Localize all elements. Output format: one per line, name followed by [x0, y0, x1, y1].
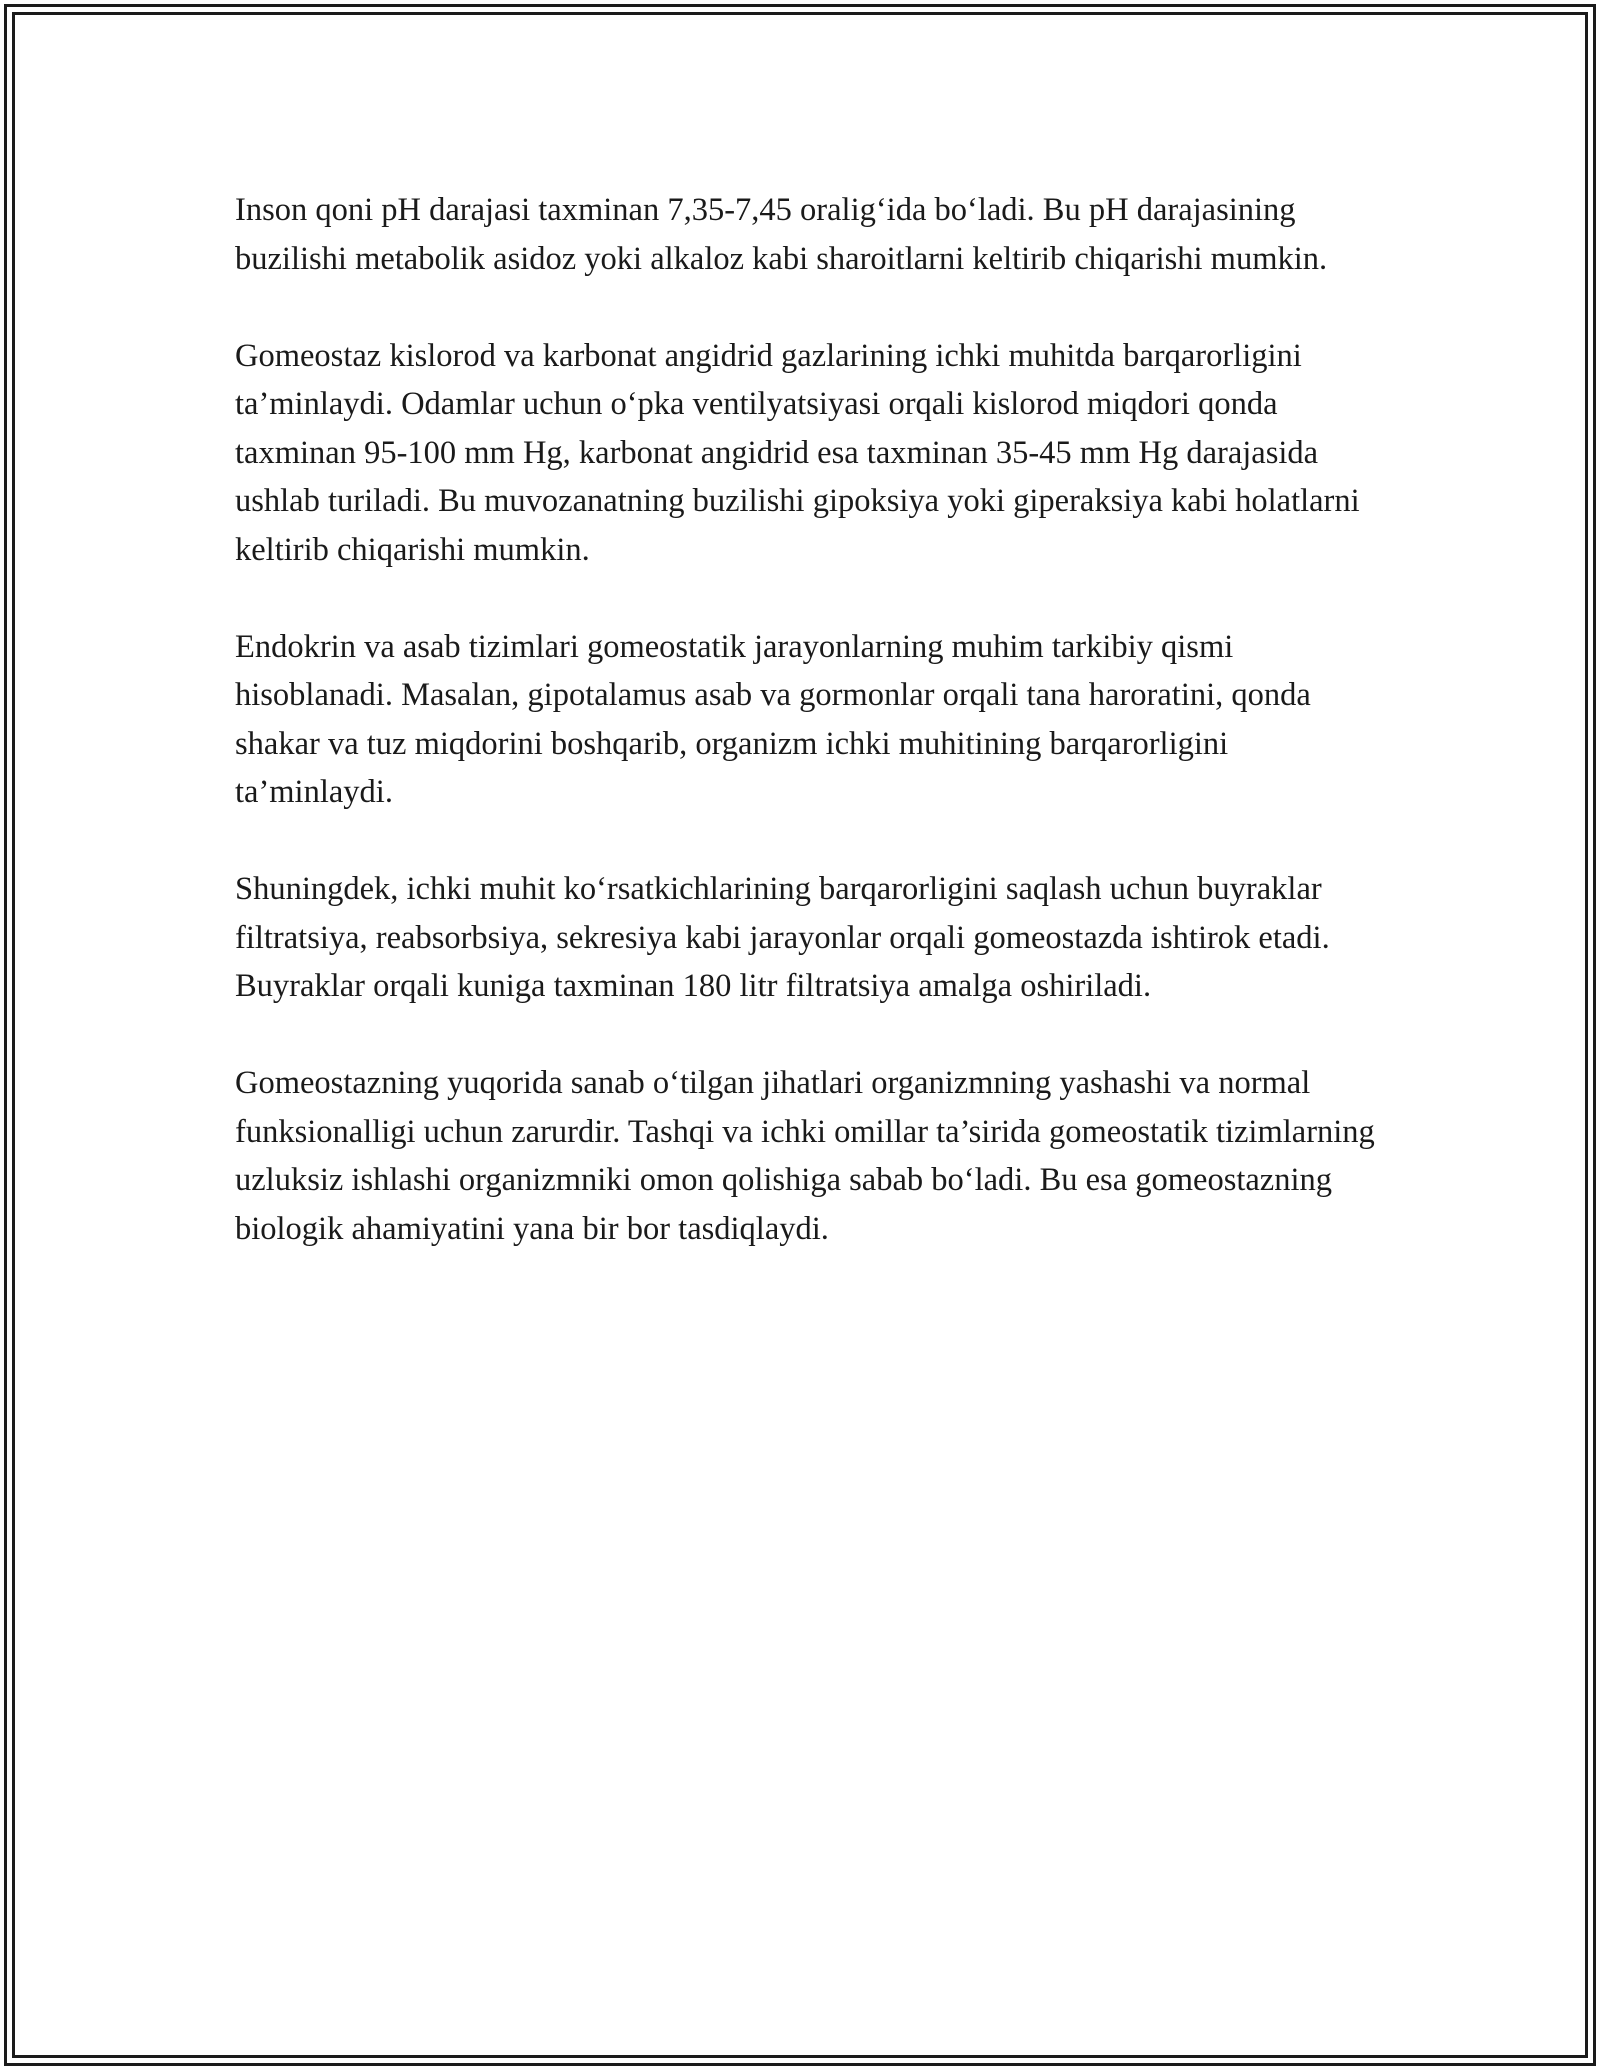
document-body — [235, 186, 1385, 1302]
paragraph-ph-level: Inson qoni pH darajasi taxminan 7,35-7,45 oralig‘ida bo‘ladi. Bu pH darajasining buzilishi metabolik asidoz yoki alkaloz kabi sharoitlarni keltirib chiqarishi mumkin. — [235, 192, 1328, 277]
paragraph-kidneys: Shuningdek, ichki muhit ko‘rsatkichlarining barqarorligini saqlash uchun buyraklar filtratsiya, reabsorbsiya, sekresiya kabi jarayonlar orqali gomeostazda ishtirok etadi. Buyraklar orqali kuniga taxminan 180 litr filtratsiya amalga oshiriladi. — [235, 871, 1330, 1004]
paragraph-gas-balance: Gomeostaz kislorod va karbonat angidrid gazlarining ichki muhitda barqarorligini ta’minlaydi. Odamlar uchun o‘pka ventilyatsiyasi orqali kislorod miqdori qonda taxminan 95-100 mm Hg, karbonat angidrid esa taxminan 35-45 mm Hg darajasida ushlab turiladi. Bu muvozanatning buzilishi gipoksiya yoki giperaksiya kabi holatlarni keltirib chiqarishi mumkin. — [235, 337, 1360, 568]
paragraph-conclusion: Gomeostazning yuqorida sanab o‘tilgan jihatlari organizmning yashashi va normal funksionalligi uchun zarurdir. Tashqi va ichki omillar ta’sirida gomeostatik tizimlarning uzluksiz ishlashi organizmniki omon qolishiga sabab bo‘ladi. Bu esa gomeostazning biologik ahamiyatini yana bir bor tasdiqlaydi. — [235, 1065, 1375, 1247]
paragraph-endocrine-nervous: Endokrin va asab tizimlari gomeostatik jarayonlarning muhim tarkibiy qismi hisoblanadi. Masalan, gipotalamus asab va gormonlar orqali tana haroratini, qonda shakar va tuz miqdorini boshqarib, organizm ichki muhitining barqarorligini ta’minlaydi. — [235, 628, 1311, 810]
